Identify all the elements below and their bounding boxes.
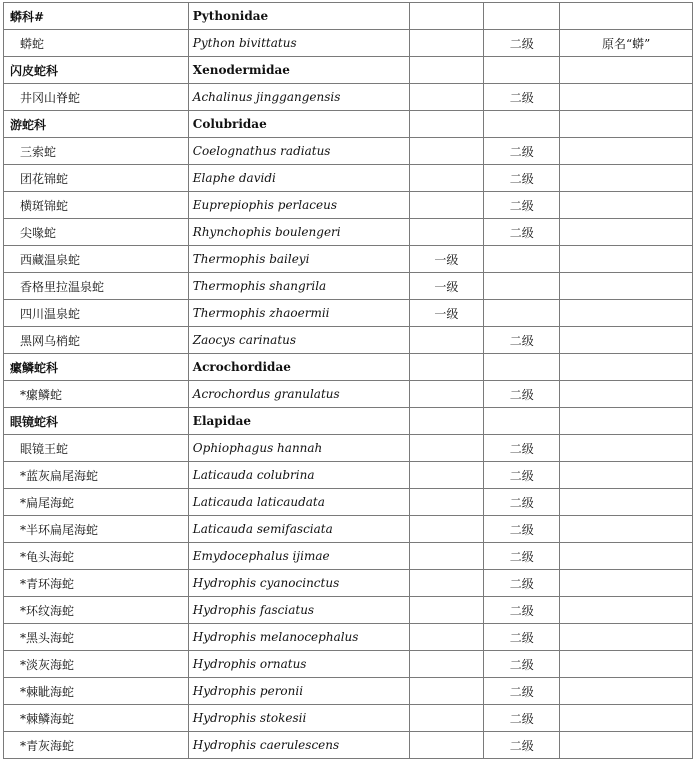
latin-name-cell: Hydrophis ornatus <box>188 651 409 678</box>
level-two-cell: 二级 <box>484 462 560 489</box>
note-cell <box>560 705 693 732</box>
level-one-cell <box>409 705 483 732</box>
note-cell <box>560 597 693 624</box>
chinese-name-cell: 游蛇科 <box>4 111 189 138</box>
level-one-cell: 一级 <box>409 246 483 273</box>
latin-name-cell: Xenodermidae <box>188 57 409 84</box>
family-row <box>4 57 693 84</box>
note-cell <box>560 3 693 30</box>
chinese-name-cell: *瘰鳞蛇 <box>4 381 189 408</box>
level-one-cell <box>409 138 483 165</box>
chinese-name-cell: *棘眦海蛇 <box>4 678 189 705</box>
note-cell <box>560 219 693 246</box>
note-cell <box>560 624 693 651</box>
level-one-cell <box>409 462 483 489</box>
latin-name-cell: Python bivittatus <box>188 30 409 57</box>
chinese-name-cell: 眼镜蛇科 <box>4 408 189 435</box>
chinese-name-cell: *棘鳞海蛇 <box>4 705 189 732</box>
level-two-cell: 二级 <box>484 624 560 651</box>
note-cell <box>560 678 693 705</box>
level-two-cell <box>484 3 560 30</box>
level-one-cell <box>409 30 483 57</box>
level-two-cell: 二级 <box>484 435 560 462</box>
note-cell <box>560 489 693 516</box>
latin-name-cell: Laticauda laticaudata <box>188 489 409 516</box>
latin-name-cell: Achalinus jinggangensis <box>188 84 409 111</box>
level-one-cell <box>409 678 483 705</box>
level-one-cell <box>409 624 483 651</box>
chinese-name-cell: 蟒蛇 <box>4 30 189 57</box>
level-one-cell <box>409 3 483 30</box>
level-one-cell <box>409 408 483 435</box>
species-row <box>4 30 693 57</box>
note-cell <box>560 732 693 759</box>
species-row <box>4 327 693 354</box>
family-row <box>4 354 693 381</box>
level-two-cell <box>484 354 560 381</box>
latin-name-cell: Laticauda semifasciata <box>188 516 409 543</box>
family-row <box>4 408 693 435</box>
chinese-name-cell: *半环扁尾海蛇 <box>4 516 189 543</box>
species-row <box>4 462 693 489</box>
note-cell <box>560 462 693 489</box>
level-two-cell: 二级 <box>484 732 560 759</box>
latin-name-cell: Hydrophis stokesii <box>188 705 409 732</box>
chinese-name-cell: *龟头海蛇 <box>4 543 189 570</box>
note-cell <box>560 543 693 570</box>
protected-species-table <box>3 2 693 759</box>
species-row <box>4 219 693 246</box>
latin-name-cell: Acrochordus granulatus <box>188 381 409 408</box>
level-one-cell: 一级 <box>409 273 483 300</box>
latin-name-cell: Hydrophis fasciatus <box>188 597 409 624</box>
chinese-name-cell: *扁尾海蛇 <box>4 489 189 516</box>
level-one-cell <box>409 651 483 678</box>
species-row <box>4 678 693 705</box>
species-row <box>4 489 693 516</box>
note-cell <box>560 651 693 678</box>
level-one-cell <box>409 489 483 516</box>
chinese-name-cell: 井冈山脊蛇 <box>4 84 189 111</box>
latin-name-cell: Coelognathus radiatus <box>188 138 409 165</box>
species-row <box>4 597 693 624</box>
level-one-cell <box>409 732 483 759</box>
level-two-cell <box>484 246 560 273</box>
species-row <box>4 624 693 651</box>
chinese-name-cell: 四川温泉蛇 <box>4 300 189 327</box>
level-two-cell: 二级 <box>484 381 560 408</box>
level-one-cell <box>409 111 483 138</box>
level-two-cell: 二级 <box>484 705 560 732</box>
note-cell <box>560 57 693 84</box>
level-one-cell <box>409 57 483 84</box>
level-two-cell <box>484 111 560 138</box>
species-row <box>4 273 693 300</box>
species-row <box>4 435 693 462</box>
note-cell <box>560 570 693 597</box>
species-row <box>4 570 693 597</box>
family-row <box>4 3 693 30</box>
chinese-name-cell: *青灰海蛇 <box>4 732 189 759</box>
latin-name-cell: Hydrophis melanocephalus <box>188 624 409 651</box>
level-one-cell <box>409 354 483 381</box>
level-two-cell <box>484 300 560 327</box>
latin-name-cell: Zaocys carinatus <box>188 327 409 354</box>
level-one-cell <box>409 165 483 192</box>
species-row <box>4 381 693 408</box>
note-cell <box>560 300 693 327</box>
latin-name-cell: Colubridae <box>188 111 409 138</box>
latin-name-cell: Hydrophis cyanocinctus <box>188 570 409 597</box>
level-two-cell: 二级 <box>484 543 560 570</box>
level-two-cell <box>484 273 560 300</box>
level-two-cell <box>484 408 560 435</box>
species-row <box>4 300 693 327</box>
note-cell <box>560 516 693 543</box>
family-row <box>4 111 693 138</box>
chinese-name-cell: 三索蛇 <box>4 138 189 165</box>
level-two-cell: 二级 <box>484 219 560 246</box>
note-cell <box>560 435 693 462</box>
latin-name-cell: Ophiophagus hannah <box>188 435 409 462</box>
chinese-name-cell: 瘰鳞蛇科 <box>4 354 189 381</box>
level-one-cell <box>409 84 483 111</box>
chinese-name-cell: 香格里拉温泉蛇 <box>4 273 189 300</box>
latin-name-cell: Elapidae <box>188 408 409 435</box>
chinese-name-cell: *黑头海蛇 <box>4 624 189 651</box>
level-one-cell <box>409 381 483 408</box>
note-cell <box>560 111 693 138</box>
note-cell <box>560 381 693 408</box>
species-row <box>4 165 693 192</box>
level-two-cell: 二级 <box>484 678 560 705</box>
note-cell <box>560 192 693 219</box>
table-body <box>4 3 693 759</box>
note-cell <box>560 408 693 435</box>
latin-name-cell: Rhynchophis boulengeri <box>188 219 409 246</box>
level-two-cell: 二级 <box>484 165 560 192</box>
note-cell <box>560 246 693 273</box>
level-two-cell <box>484 57 560 84</box>
level-one-cell <box>409 435 483 462</box>
level-two-cell: 二级 <box>484 489 560 516</box>
note-cell <box>560 84 693 111</box>
chinese-name-cell: *环纹海蛇 <box>4 597 189 624</box>
level-one-cell <box>409 543 483 570</box>
chinese-name-cell: 横斑锦蛇 <box>4 192 189 219</box>
latin-name-cell: Hydrophis caerulescens <box>188 732 409 759</box>
latin-name-cell: Laticauda colubrina <box>188 462 409 489</box>
level-two-cell: 二级 <box>484 30 560 57</box>
level-one-cell <box>409 570 483 597</box>
latin-name-cell: Thermophis shangrila <box>188 273 409 300</box>
note-cell: 原名“蟒” <box>560 30 693 57</box>
chinese-name-cell: 团花锦蛇 <box>4 165 189 192</box>
level-two-cell: 二级 <box>484 138 560 165</box>
level-one-cell <box>409 192 483 219</box>
chinese-name-cell: *青环海蛇 <box>4 570 189 597</box>
species-row <box>4 246 693 273</box>
level-two-cell: 二级 <box>484 597 560 624</box>
species-row <box>4 732 693 759</box>
latin-name-cell: Thermophis baileyi <box>188 246 409 273</box>
level-two-cell: 二级 <box>484 570 560 597</box>
chinese-name-cell: 黑网乌梢蛇 <box>4 327 189 354</box>
latin-name-cell: Hydrophis peronii <box>188 678 409 705</box>
level-one-cell <box>409 597 483 624</box>
species-row <box>4 84 693 111</box>
note-cell <box>560 327 693 354</box>
note-cell <box>560 354 693 381</box>
latin-name-cell: Pythonidae <box>188 3 409 30</box>
species-row <box>4 516 693 543</box>
level-one-cell: 一级 <box>409 300 483 327</box>
level-two-cell: 二级 <box>484 651 560 678</box>
level-two-cell: 二级 <box>484 84 560 111</box>
level-one-cell <box>409 516 483 543</box>
level-two-cell: 二级 <box>484 516 560 543</box>
note-cell <box>560 165 693 192</box>
level-two-cell: 二级 <box>484 192 560 219</box>
chinese-name-cell: *淡灰海蛇 <box>4 651 189 678</box>
level-one-cell <box>409 327 483 354</box>
latin-name-cell: Emydocephalus ijimae <box>188 543 409 570</box>
latin-name-cell: Elaphe davidi <box>188 165 409 192</box>
note-cell <box>560 273 693 300</box>
note-cell <box>560 138 693 165</box>
chinese-name-cell: 闪皮蛇科 <box>4 57 189 84</box>
species-row <box>4 705 693 732</box>
species-row <box>4 138 693 165</box>
chinese-name-cell: 尖喙蛇 <box>4 219 189 246</box>
level-one-cell <box>409 219 483 246</box>
species-row <box>4 543 693 570</box>
chinese-name-cell: 西藏温泉蛇 <box>4 246 189 273</box>
chinese-name-cell: 眼镜王蛇 <box>4 435 189 462</box>
level-two-cell: 二级 <box>484 327 560 354</box>
species-row <box>4 651 693 678</box>
species-row <box>4 192 693 219</box>
chinese-name-cell: *蓝灰扁尾海蛇 <box>4 462 189 489</box>
latin-name-cell: Euprepiophis perlaceus <box>188 192 409 219</box>
chinese-name-cell: 蟒科# <box>4 3 189 30</box>
latin-name-cell: Acrochordidae <box>188 354 409 381</box>
latin-name-cell: Thermophis zhaoermii <box>188 300 409 327</box>
